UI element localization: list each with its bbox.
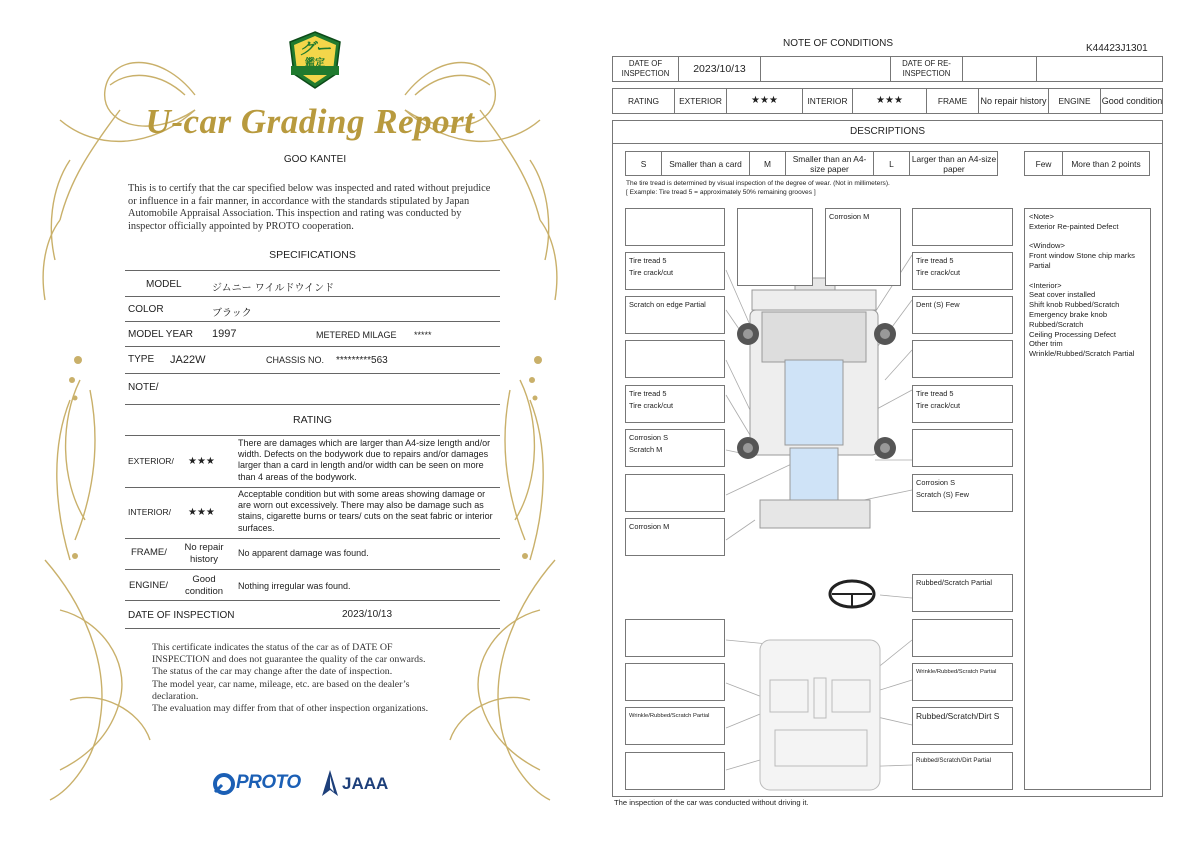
box-text: Tire tread 5	[916, 389, 954, 398]
date-inspection-value: 2023/10/13	[679, 57, 761, 81]
footer-line: The model year, car name, mileage, etc. are based on the dealer’s	[152, 678, 410, 690]
divider	[125, 569, 500, 570]
damage-box-dent	[912, 296, 1013, 334]
box-text: Rubbed/Scratch/Dirt Partial	[916, 757, 991, 764]
blank-cell	[761, 57, 891, 81]
engine-label: ENGINE	[1049, 89, 1101, 113]
damage-box	[625, 340, 725, 378]
damage-box	[912, 340, 1013, 378]
engine-value: Good condition	[184, 574, 224, 597]
box-text: Rubbed/Scratch Partial	[916, 578, 992, 587]
color-label: COLOR	[128, 304, 164, 315]
descriptions-heading: DESCRIPTIONS	[849, 126, 925, 137]
box-text: Tire tread 5	[916, 256, 954, 265]
tread-example: [ Example: Tire tread 5 = approximately 50% remaining grooves ]	[626, 189, 816, 196]
damage-box	[625, 474, 725, 512]
damage-box	[625, 663, 725, 701]
divider	[125, 628, 500, 629]
engine-label: ENGINE/	[129, 580, 169, 591]
box-text: Corrosion S	[629, 433, 669, 442]
footer-line: INSPECTION and does not guarantee the quality of the car onwards.	[152, 654, 426, 666]
color-value: ブラック	[212, 308, 252, 319]
date-reinspection-label: DATE OF RE-INSPECTION	[891, 57, 963, 81]
box-text: Tire crack/cut	[629, 401, 674, 410]
certificate-footer	[152, 642, 482, 715]
model-value: ジムニー ワイルドウインド	[212, 283, 335, 294]
damage-box	[912, 208, 1013, 246]
model-year-label: MODEL YEAR	[128, 329, 194, 340]
legend-s-label: S	[626, 152, 662, 175]
frame-description: No apparent damage was found.	[238, 548, 369, 558]
interior-label: INTERIOR	[803, 89, 853, 113]
date-row	[612, 56, 1163, 82]
damage-box-tire-front-left	[625, 252, 725, 290]
box-text: Wrinkle/Rubbed/Scratch Partial	[916, 669, 997, 675]
jaaa-logo-icon	[320, 770, 340, 798]
damage-box-corrosion-scratch-right	[912, 474, 1013, 512]
note-line: Other trim	[1029, 339, 1063, 349]
note-line: <Window>	[1029, 241, 1065, 251]
legend-few-text: More than 2 points	[1071, 158, 1141, 169]
damage-box-tire-rear-left	[625, 385, 725, 423]
frame-label: FRAME	[927, 89, 979, 113]
divider	[125, 373, 500, 374]
report-subtitle: GOO KANTEI	[283, 154, 347, 165]
rating-heading: RATING	[293, 414, 332, 426]
box-text: Tire crack/cut	[629, 268, 674, 277]
box-text: Scratch on edge Partial	[629, 300, 706, 309]
note-line: Wrinkle/Rubbed/Scratch Partial	[1029, 349, 1135, 359]
note-line: Front window Stone chip marks Partial	[1029, 251, 1135, 270]
mileage-label: METERED MILAGE	[316, 330, 397, 340]
box-text: Tire tread 5	[629, 256, 667, 265]
model-label: MODEL	[146, 279, 182, 290]
note-of-conditions-page	[600, 0, 1200, 848]
damage-box-steering	[912, 574, 1013, 612]
chassis-value: *********563	[336, 355, 388, 366]
divider	[125, 487, 500, 488]
divider	[125, 600, 500, 601]
divider	[125, 296, 500, 297]
specifications-heading: SPECIFICATIONS	[269, 249, 356, 261]
damage-box-rubbed-dirt-s	[912, 707, 1013, 745]
note-line: Emergency brake knob Rubbed/Scratch	[1029, 309, 1108, 329]
inspection-footer: The inspection of the car was conducted without driving it.	[614, 798, 809, 807]
page-title: NOTE OF CONDITIONS	[783, 38, 893, 49]
frame-label: FRAME/	[131, 547, 167, 558]
interior-value: ★★★	[853, 89, 927, 113]
damage-box-tire-front-right	[912, 252, 1013, 290]
legend-l-label: L	[874, 152, 910, 175]
engine-description: Nothing irregular was found.	[238, 581, 351, 591]
footer-line: The evaluation may differ from that of other inspection organizations.	[152, 703, 429, 715]
jaaa-logo: JAAA	[342, 774, 389, 793]
footer-line: declaration.	[152, 690, 199, 702]
legend-m-text: Smaller than an A4-size paper	[786, 152, 874, 175]
type-value: JA22W	[170, 354, 206, 366]
interior-description: Acceptable condition but with some areas showing damage or are worn out excessively. There may also be damage such as stains, cigarette burns or tears/ cuts on the seat fabric or interior surfaces.	[238, 489, 493, 533]
damage-box-wrinkle-right	[912, 663, 1013, 701]
certification-text: This is to certify that the car specified below was inspected and rated without prejudice or influence in a fair manner, in accordance with the standards stipulated by Japan Automobile Appraisal Association. This inspection and rating was conducted by inspector officially appointed by PROTO cooperation.	[128, 183, 491, 232]
legend-l-text: Larger than an A4-size paper	[911, 153, 997, 174]
box-text: Dent (S) Few	[916, 300, 960, 309]
frame-value: No repair history	[184, 542, 224, 565]
divider	[125, 346, 500, 347]
box-text: Corrosion S	[916, 478, 956, 487]
note-line: <Interior>	[1029, 280, 1062, 290]
box-text: Scratch M	[629, 445, 663, 454]
divider	[125, 321, 500, 322]
damage-box	[912, 619, 1013, 657]
note-label: NOTE/	[128, 382, 159, 393]
box-text: Corrosion M	[629, 522, 670, 531]
note-line: Seat cover installed	[1029, 290, 1096, 300]
damage-box	[625, 208, 725, 246]
mileage-value: *****	[414, 330, 432, 340]
proto-logo: PROTO	[236, 772, 301, 793]
engine-value: Good condition	[1101, 96, 1163, 106]
box-text: Tire crack/cut	[916, 268, 961, 277]
few-legend	[1024, 151, 1150, 176]
date-of-inspection-value: 2023/10/13	[342, 609, 393, 620]
legend-few-label: Few	[1025, 152, 1063, 175]
note-line: Exterior Re-painted Defect	[1029, 221, 1119, 231]
exterior-label: EXTERIOR	[675, 89, 727, 113]
proto-logo-icon	[212, 772, 236, 796]
damage-box-tire-rear-right	[912, 385, 1013, 423]
box-text: Corrosion M	[829, 212, 870, 221]
divider	[125, 538, 500, 539]
date-reinspection-value	[963, 57, 1037, 81]
damage-box-corrosion-bottom	[625, 518, 725, 556]
blank-cell	[1037, 57, 1163, 81]
divider	[125, 404, 500, 405]
damage-box-scratch-edge	[625, 296, 725, 334]
note-line	[1029, 232, 1146, 242]
damage-box-corrosion-scratch	[625, 429, 725, 467]
report-title: U-car Grading Report	[145, 102, 475, 141]
date-inspection-label: DATE OF INSPECTION	[613, 57, 679, 81]
damage-box	[912, 429, 1013, 467]
badge-text: グー	[298, 39, 331, 58]
box-text: Tire tread 5	[629, 389, 667, 398]
damage-box	[737, 208, 813, 286]
interior-label: INTERIOR/	[128, 507, 171, 517]
badge-subtext: 鑑定	[305, 58, 325, 69]
footer-line: The status of the car may change after the date of inspection.	[152, 666, 393, 678]
box-text: Rubbed/Scratch/Dirt S	[916, 711, 1000, 721]
exterior-label: EXTERIOR/	[128, 456, 174, 466]
box-text: Wrinkle/Rubbed/Scratch Partial	[629, 713, 710, 719]
box-text: Scratch (S) Few	[916, 490, 969, 499]
divider	[612, 143, 1163, 144]
note-line: Ceiling Processing Defect	[1029, 329, 1116, 339]
divider	[125, 435, 500, 436]
frame-value: No repair history	[979, 89, 1049, 113]
type-label: TYPE	[128, 354, 155, 365]
rating-row	[612, 88, 1163, 114]
model-year-value: 1997	[212, 328, 237, 340]
note-line	[1029, 271, 1146, 281]
divider	[125, 270, 500, 271]
note-line: <Note>	[1029, 212, 1054, 221]
legend-s-text: Smaller than a card	[662, 152, 750, 175]
note-line: Shift knob Rubbed/Scratch	[1029, 300, 1120, 310]
damage-box	[625, 752, 725, 790]
damage-box-rubbed-dirt-partial	[912, 752, 1013, 790]
side-notes	[1024, 208, 1151, 790]
tread-note: The tire tread is determined by visual inspection of the degree of wear. (Not in millimeters).	[626, 180, 890, 187]
interior-stars: ★★★	[188, 507, 215, 518]
rating-label: RATING	[613, 89, 675, 113]
footer-line: This certificate indicates the status of the car as of DATE OF	[152, 642, 393, 653]
damage-box-corrosion-top	[825, 208, 901, 286]
exterior-description: There are damages which are larger than A4-size length and/or width. Defects on the bodywork due to repairs and/or damages larger than a card in length and/or width can be seen on more than 4 areas of the bodywork.	[238, 438, 491, 482]
exterior-value: ★★★	[727, 89, 803, 113]
legend-m-label: M	[750, 152, 786, 175]
size-legend	[625, 151, 998, 176]
document-code: K44423J1301	[1086, 43, 1148, 54]
damage-box	[625, 619, 725, 657]
date-of-inspection-label: DATE OF INSPECTION	[128, 610, 235, 621]
box-text: Tire crack/cut	[916, 401, 961, 410]
chassis-label: CHASSIS NO.	[266, 355, 325, 365]
exterior-stars: ★★★	[188, 456, 215, 467]
damage-box-wrinkle-left	[625, 707, 725, 745]
